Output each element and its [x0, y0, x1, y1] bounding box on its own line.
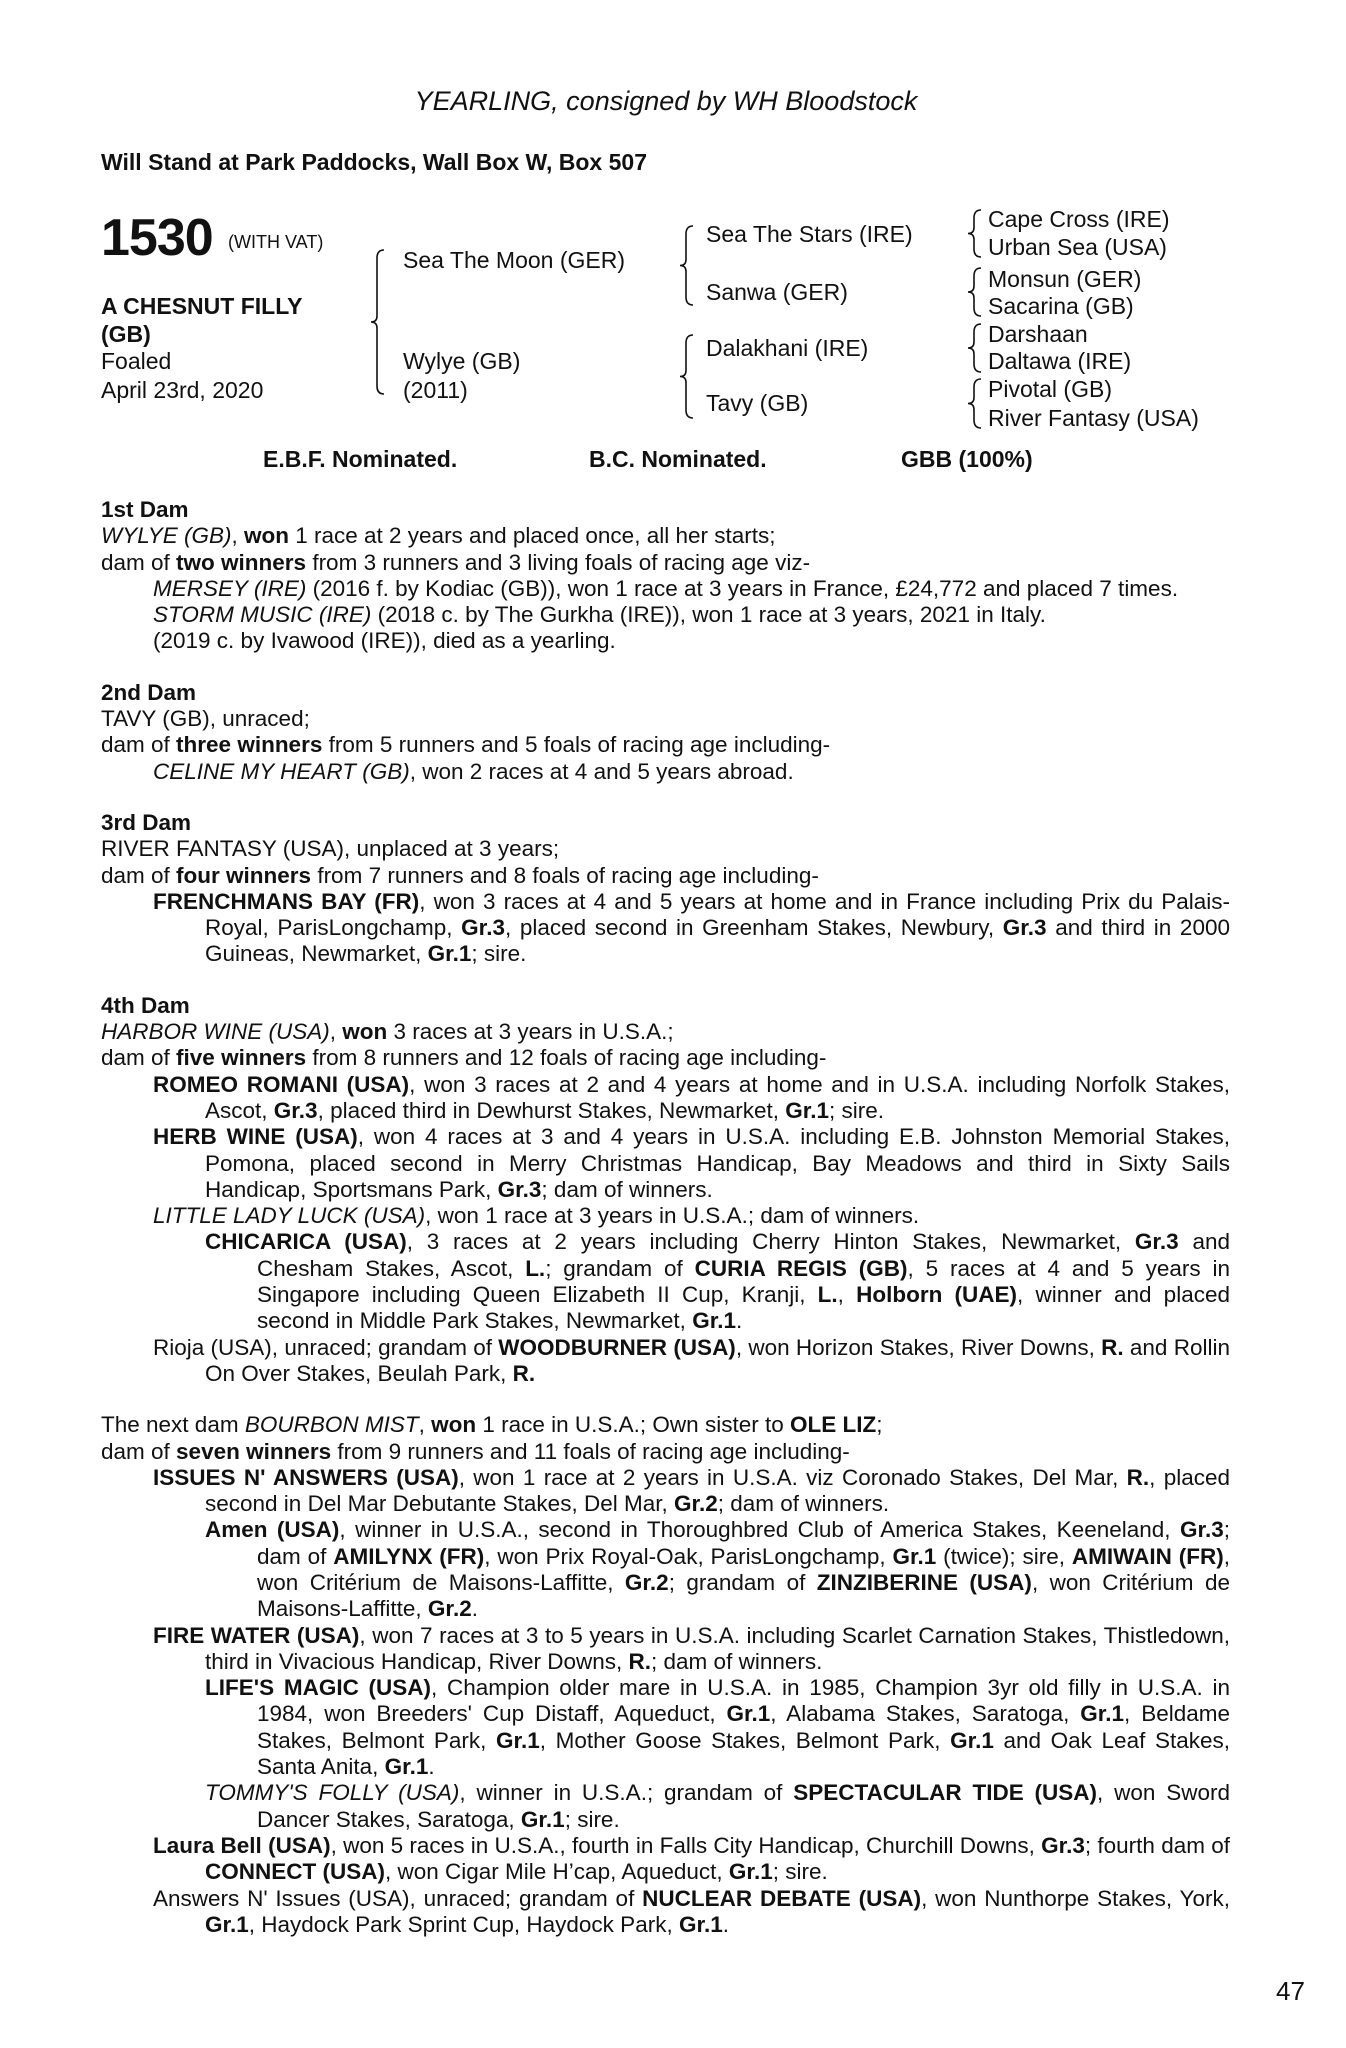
brace-icon: [968, 268, 981, 316]
section-heading: 3rd Dam: [101, 809, 192, 835]
text: , winner in U.S.A.; grandam of: [459, 1780, 794, 1806]
pedigree-entry: [101, 628, 1230, 654]
text: ; sire.: [829, 1097, 885, 1123]
pedigree-entry: [101, 1203, 1230, 1229]
text: and third in 2000 Guineas, Newmarket,: [205, 915, 1230, 967]
pedigree-granddam-maternal: Tavy (GB): [706, 390, 809, 416]
bold-text: FIRE WATER (USA): [153, 1622, 360, 1648]
text: , placed third in Dewhurst Stakes, Newmarket,: [317, 1097, 786, 1123]
dam-section: [101, 810, 1230, 968]
bold-text: Gr.3: [1134, 1229, 1179, 1255]
bold-text: won: [431, 1412, 477, 1438]
text: dam of: [101, 732, 177, 758]
pedigree-entry: [101, 523, 1230, 549]
text: , won Prix Royal-Oak, ParisLongchamp,: [484, 1543, 893, 1569]
text: Rioja (USA), unraced; grandam of: [153, 1334, 499, 1360]
text: ; sire.: [471, 941, 527, 967]
pedigree-gen4: Cape Cross (IRE): [988, 206, 1170, 232]
text: (2019 c. by Ivawood (IRE)), died as a yearling.: [153, 628, 616, 654]
pedigree-granddam-paternal: Sanwa (GER): [706, 279, 848, 305]
pedigree-sire: Sea The Moon (GER): [403, 247, 626, 273]
text: TAVY (GB), unraced;: [101, 706, 310, 732]
text: , placed second in Del Mar Debutante Stakes, Del Mar,: [205, 1464, 1231, 1517]
pedigree-entry: [101, 1517, 1230, 1622]
italic-text: MERSEY (IRE): [153, 575, 307, 601]
pedigree-entry: [101, 1072, 1230, 1125]
text: ; dam of winners.: [717, 1491, 890, 1517]
bold-text: Gr.3: [1002, 915, 1047, 941]
text: 3 races at 3 years in U.S.A.;: [387, 1019, 674, 1045]
pedigree-entry: [101, 1045, 1230, 1071]
bold-text: R.: [628, 1648, 652, 1674]
italic-text: LITTLE LADY LUCK (USA): [153, 1203, 426, 1229]
bold-text: L.: [817, 1282, 838, 1308]
text: , won 3 races at 2 and 4 years at home and in U.S.A. including Norfolk Stakes, Ascot,: [205, 1071, 1230, 1123]
text: and Chesham Stakes, Ascot,: [257, 1229, 1231, 1281]
italic-text: HARBOR WINE (USA): [101, 1019, 330, 1045]
bold-text: Gr.3: [273, 1097, 318, 1123]
text: , won Sword Dancer Stakes, Saratoga,: [257, 1780, 1231, 1832]
text: , Champion older mare in U.S.A. in 1985, Champion 3yr old filly in U.S.A. in 1984, won Breeders' Cup Distaff, Aqueduct,: [257, 1675, 1230, 1727]
section-heading: 2nd Dam: [101, 679, 197, 705]
pedigree-gen4: Daltawa (IRE): [988, 348, 1132, 374]
text: , won 7 races at 3 to 5 years in U.S.A. including Scarlet Carnation Stakes, Thistledown, third in Vivacious Handicap, River Downs,: [205, 1622, 1230, 1674]
pedigree-entry: [101, 1833, 1230, 1886]
foaled-label: Foaled: [101, 348, 172, 374]
text: dam of: [101, 1045, 177, 1071]
text: , winner and placed second in Middle Park Stakes, Newmarket,: [257, 1282, 1230, 1334]
bold-text: Gr.3: [1041, 1832, 1085, 1858]
pedigree-entry: [101, 1465, 1230, 1518]
bold-text: Gr.2: [427, 1596, 472, 1622]
pedigree-entry: [101, 759, 1230, 785]
text: , Haydock Park Sprint Cup, Haydock Park,: [248, 1911, 679, 1937]
text: The next dam: [101, 1412, 245, 1438]
pedigree-entry: [101, 1675, 1230, 1780]
pedigree-entry: [101, 602, 1230, 628]
bold-text: L.: [525, 1255, 546, 1281]
text: ; sire.: [772, 1859, 828, 1885]
ebf-nomination: E.B.F. Nominated.: [263, 446, 458, 472]
bold-text: won: [243, 523, 289, 549]
text: ;: [876, 1412, 883, 1438]
text: from 5 runners and 5 foals of racing age including-: [322, 732, 831, 758]
pedigree-entry: [101, 1412, 1230, 1438]
page-number: 47: [1276, 1976, 1305, 2006]
bold-text: LIFE'S MAGIC (USA): [205, 1675, 432, 1701]
pedigree-entry: [101, 889, 1230, 968]
text: dam of: [101, 862, 177, 888]
bold-text: ZINZIBERINE (USA): [816, 1569, 1032, 1595]
italic-text: STORM MUSIC (IRE): [153, 602, 372, 628]
text: , won 5 races in U.S.A., fourth in Falls City Handicap, Churchill Downs,: [330, 1832, 1042, 1858]
brace-icon: [968, 379, 981, 428]
bold-text: AMIWAIN (FR): [1071, 1543, 1224, 1569]
pedigree-entry: [101, 1019, 1230, 1045]
text: (twice); sire,: [936, 1543, 1072, 1569]
text: , placed second in Greenham Stakes, Newbury,: [504, 915, 1003, 941]
page-title: YEARLING, consigned by WH Bloodstock: [414, 86, 918, 116]
bold-text: Gr.2: [624, 1569, 669, 1595]
brace-icon: [680, 335, 693, 418]
text: .: [722, 1911, 729, 1937]
text: ; sire.: [564, 1806, 620, 1832]
text: , won Horizon Stakes, River Downs,: [735, 1334, 1102, 1360]
text: dam of: [101, 1438, 177, 1464]
text: ; dam of winners.: [541, 1176, 713, 1202]
dam-section: [101, 680, 1230, 785]
text: dam of: [101, 549, 177, 575]
bold-text: FRENCHMANS BAY (FR): [153, 888, 420, 914]
lot-number: 1530: [101, 209, 213, 267]
text: (2016 f. by Kodiac (GB)), won 1 race at 3 years in France, £24,772 and placed 7 times.: [306, 575, 1179, 601]
brace-icon: [968, 210, 981, 257]
bold-text: R.: [1126, 1464, 1150, 1490]
text: from 7 runners and 8 foals of racing age including-: [311, 862, 819, 888]
bold-text: CHICARICA (USA): [205, 1229, 407, 1255]
bold-text: seven winners: [176, 1438, 332, 1464]
text: 1 race in U.S.A.; Own sister to: [476, 1412, 790, 1438]
bold-text: CONNECT (USA): [205, 1859, 385, 1885]
bold-text: HERB WINE (USA): [153, 1124, 358, 1150]
pedigree-entry: [101, 1886, 1230, 1939]
bold-text: Gr.2: [673, 1491, 718, 1517]
stand-location: Will Stand at Park Paddocks, Wall Box W, Box 507: [101, 149, 647, 175]
lot-description: A CHESNUT FILLY: [101, 293, 303, 319]
pedigree-entry: [101, 732, 1230, 758]
bold-text: Gr.3: [1179, 1517, 1224, 1543]
text: ,: [329, 1019, 343, 1045]
dam-section: [101, 993, 1230, 1387]
bold-text: AMILYNX (FR): [333, 1543, 485, 1569]
pedigree-entry: [101, 836, 1230, 862]
section-heading: 4th Dam: [101, 992, 190, 1018]
bold-text: Gr.1: [726, 1701, 771, 1727]
pedigree-entry: [101, 1780, 1230, 1833]
pedigree-entry: [101, 706, 1230, 732]
bold-text: Gr.1: [427, 941, 472, 967]
text: , won 4 races at 3 and 4 years in U.S.A. including E.B. Johnston Memorial Stakes, Pomona, placed second in Merry Christmas Handicap, Bay Meadows and third in Sixty Sails Handicap, Sportsmans Park,: [205, 1124, 1230, 1202]
text: , Beldame Stakes, Belmont Park,: [257, 1701, 1230, 1753]
bold-text: Gr.3: [497, 1176, 542, 1202]
text: from 9 runners and 11 foals of racing age including-: [331, 1438, 850, 1464]
bold-text: Gr.1: [692, 1308, 736, 1334]
bold-text: Gr.1: [384, 1754, 429, 1780]
bold-text: Gr.1: [785, 1097, 830, 1123]
pedigree-entry: [101, 576, 1230, 602]
bold-text: four winners: [176, 862, 312, 888]
bold-text: Laura Bell (USA): [153, 1832, 331, 1858]
text: Answers N' Issues (USA), unraced; grandam of: [153, 1885, 643, 1911]
vat-note: (WITH VAT): [228, 232, 324, 252]
pedigree-entry: [101, 1335, 1230, 1388]
bold-text: Gr.1: [495, 1727, 540, 1753]
pedigree-gen4: Monsun (GER): [988, 266, 1142, 292]
text: , Mother Goose Stakes, Belmont Park,: [539, 1727, 951, 1753]
text: ,: [231, 523, 244, 549]
bc-nomination: B.C. Nominated.: [589, 446, 767, 472]
bold-text: Gr.1: [950, 1727, 994, 1753]
text: ; grandam of: [545, 1255, 695, 1281]
italic-text: TOMMY'S FOLLY (USA): [205, 1780, 460, 1806]
text: 1 race at 2 years and placed once, all her starts;: [288, 523, 776, 549]
bold-text: three winners: [176, 732, 323, 758]
brace-icon: [371, 250, 384, 394]
bold-text: ISSUES N' ANSWERS (USA): [153, 1464, 459, 1490]
bold-text: Gr.1: [205, 1911, 249, 1937]
text: , won Critérium de Maisons-Laffitte,: [257, 1569, 1231, 1622]
pedigree-grandsire-maternal: Dalakhani (IRE): [706, 335, 869, 361]
pedigree-notes: [101, 497, 1230, 1938]
gbb-status: GBB (100%): [901, 446, 1033, 472]
text: and Oak Leaf Stakes, Santa Anita,: [257, 1727, 1230, 1780]
text: ,: [837, 1282, 857, 1308]
bold-text: SPECTACULAR TIDE (USA): [793, 1780, 1098, 1806]
bold-text: Gr.3: [461, 915, 505, 941]
pedigree-dam: Wylye (GB): [403, 348, 521, 374]
bold-text: CURIA REGIS (GB): [694, 1255, 908, 1281]
pedigree-grandsire-paternal: Sea The Stars (IRE): [706, 221, 913, 247]
text: from 3 runners and 3 living foals of racing age viz-: [306, 549, 811, 575]
bold-text: Gr.1: [678, 1911, 723, 1937]
text: ; dam of winners.: [651, 1648, 823, 1674]
pedigree-entry: [101, 1229, 1230, 1334]
dam-section: [101, 497, 1230, 655]
text: , won Critérium de Maisons-Laffitte,: [257, 1543, 1230, 1595]
text: , Alabama Stakes, Saratoga,: [770, 1701, 1081, 1727]
italic-text: CELINE MY HEART (GB): [153, 758, 410, 784]
lot-country: (GB): [101, 321, 151, 347]
bold-text: NUCLEAR DEBATE (USA): [642, 1885, 922, 1911]
text: ; dam of: [257, 1517, 1230, 1569]
text: ,: [418, 1412, 432, 1438]
bold-text: R.: [512, 1360, 536, 1386]
text: and Rollin On Over Stakes, Beulah Park,: [205, 1334, 1230, 1386]
bold-text: won: [342, 1019, 388, 1045]
text: .: [471, 1596, 478, 1622]
pedigree-gen4: Sacarina (GB): [988, 293, 1134, 319]
section-heading: 1st Dam: [101, 497, 189, 522]
text: , won Cigar Mile H’cap, Aqueduct,: [385, 1859, 729, 1885]
bold-text: Gr.1: [728, 1859, 773, 1885]
text: , won 1 race at 3 years in U.S.A.; dam of winners.: [425, 1203, 920, 1229]
text: (2018 c. by The Gurkha (IRE)), won 1 race at 3 years, 2021 in Italy.: [371, 602, 1046, 628]
text: , won Nunthorpe Stakes, York,: [921, 1885, 1230, 1911]
bold-text: Gr.1: [892, 1543, 937, 1569]
pedigree-gen4: Darshaan: [988, 321, 1088, 347]
brace-icon: [968, 324, 981, 372]
bold-text: Gr.1: [1080, 1701, 1125, 1727]
pedigree-entry: [101, 1124, 1230, 1203]
text: , 5 races at 4 and 5 years in Singapore including Queen Elizabeth II Cup, Kranji,: [257, 1255, 1230, 1308]
pedigree-entry: [101, 1623, 1230, 1676]
pedigree-entry: [101, 550, 1230, 576]
bold-text: OLE LIZ: [789, 1412, 877, 1438]
text: RIVER FANTASY (USA), unplaced at 3 years;: [101, 836, 560, 862]
pedigree-gen4: Pivotal (GB): [988, 376, 1112, 402]
bold-text: Amen (USA): [205, 1517, 340, 1543]
pedigree-dam-year: (2011): [403, 377, 468, 403]
pedigree-gen4: Urban Sea (USA): [988, 234, 1167, 260]
foaled-date: April 23rd, 2020: [101, 377, 264, 403]
bold-text: two winners: [176, 549, 307, 575]
bold-text: R.: [1101, 1334, 1124, 1360]
text: from 8 runners and 12 foals of racing age including-: [306, 1045, 827, 1071]
bold-text: ROMEO ROMANI (USA): [153, 1071, 410, 1097]
text: , won 1 race at 2 years in U.S.A. viz Coronado Stakes, Del Mar,: [458, 1464, 1127, 1490]
text: , won 3 races at 4 and 5 years at home and in France including Prix du Palais-Royal, ParisLongchamp,: [205, 888, 1230, 941]
text: .: [735, 1308, 743, 1334]
text: , winner in U.S.A., second in Thoroughbred Club of America Stakes, Keeneland,: [339, 1517, 1180, 1543]
brace-icon: [680, 226, 693, 305]
text: ; fourth dam of: [1084, 1832, 1231, 1858]
italic-text: WYLYE (GB): [101, 523, 232, 549]
text: , won 2 races at 4 and 5 years abroad.: [409, 758, 794, 784]
bold-text: Gr.1: [520, 1806, 565, 1832]
bold-text: five winners: [176, 1045, 307, 1071]
italic-text: BOURBON MIST: [244, 1412, 419, 1438]
bold-text: Holborn (UAE): [856, 1282, 1018, 1308]
text: , 3 races at 2 years including Cherry Hinton Stakes, Newmarket,: [406, 1229, 1135, 1255]
pedigree-gen4: River Fantasy (USA): [988, 405, 1199, 431]
pedigree-entry: [101, 863, 1230, 889]
pedigree-entry: [101, 1439, 1230, 1465]
dam-section: [101, 1412, 1230, 1938]
bold-text: WOODBURNER (USA): [498, 1334, 736, 1360]
text: ; grandam of: [668, 1569, 817, 1595]
text: .: [428, 1754, 435, 1780]
